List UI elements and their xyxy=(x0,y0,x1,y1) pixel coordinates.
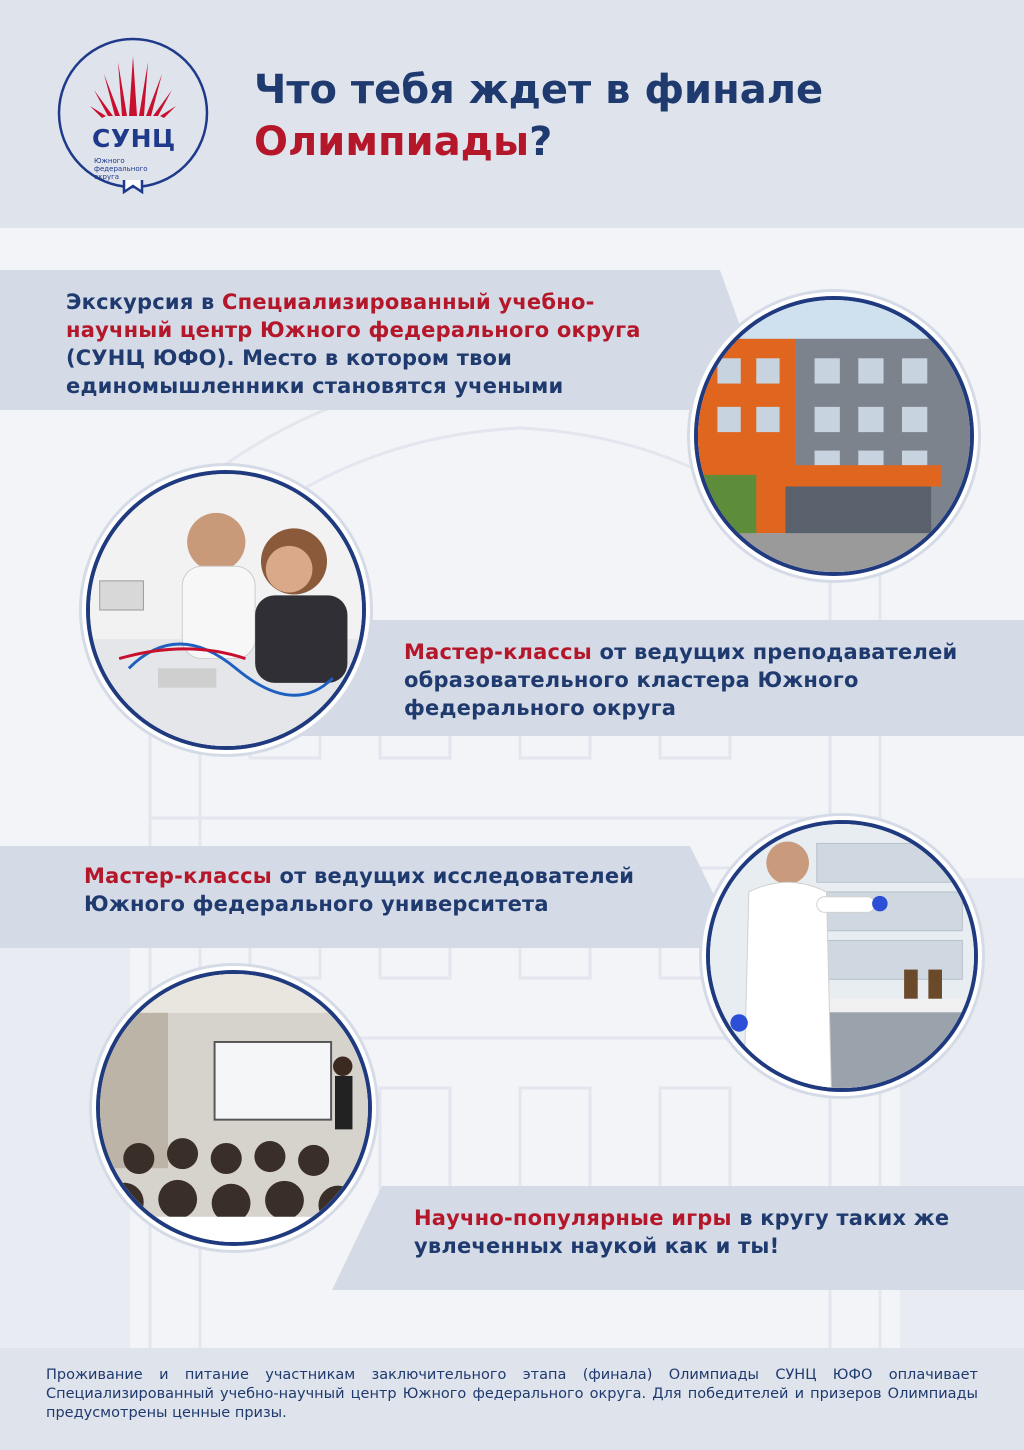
banner-2-post: от ведущих преподавателей образовательного кластера Южного федерального округа xyxy=(404,640,958,720)
page-title xyxy=(254,64,974,168)
footer xyxy=(0,1348,1024,1450)
title-highlight: Олимпиады xyxy=(254,119,530,165)
banner-text-4 xyxy=(414,1204,974,1260)
title-question-mark: ? xyxy=(529,119,553,165)
title-line-1: Что тебя ждет в финале xyxy=(254,67,824,113)
banner-text-3 xyxy=(84,862,684,918)
footer-note: Проживание и питание участникам заключительного этапа (финала) Олимпиады СУНЦ ЮФО оплачивает Специализированный учебно-научный центр Южного федерального округа. Для победителей и призеров Олимпиады предусмотрены ценные призы. xyxy=(46,1367,978,1421)
banner-text-1 xyxy=(66,288,696,400)
logo-subtitle: Южного федерального округа xyxy=(94,157,148,181)
banner-1-pre: Экскурсия в xyxy=(66,290,223,314)
scientist-lab-photo xyxy=(706,820,978,1092)
header xyxy=(0,0,1024,228)
banner-4-highlight: Научно-популярные игры xyxy=(414,1206,732,1230)
banner-3-post: от ведущих исследователей Южного федерального университета xyxy=(84,864,635,916)
banner-1-highlight: Специализированный учебно-научный центр Южного федерального округа xyxy=(66,290,641,342)
banner-4-post: в кругу таких же увлеченных наукой как и ты! xyxy=(414,1206,950,1258)
title-line-2 xyxy=(254,116,974,168)
building-photo xyxy=(694,296,974,576)
logo-name: СУНЦ xyxy=(92,124,176,153)
banner-3-highlight: Мастер-классы xyxy=(84,864,272,888)
scientist-lab-photo-icon xyxy=(710,824,974,1088)
students-lab-photo xyxy=(86,470,366,750)
students-lab-photo-icon xyxy=(90,474,362,746)
logo xyxy=(56,36,210,194)
banner-2-highlight: Мастер-классы xyxy=(404,640,592,664)
banner-text-2 xyxy=(404,638,964,722)
lecture-hall-photo-icon xyxy=(100,974,368,1242)
lecture-hall-photo xyxy=(96,970,372,1246)
building-photo-icon xyxy=(698,300,970,572)
banner-1-post: (СУНЦ ЮФО). Место в котором твои единомышленники становятся учеными xyxy=(66,346,564,398)
